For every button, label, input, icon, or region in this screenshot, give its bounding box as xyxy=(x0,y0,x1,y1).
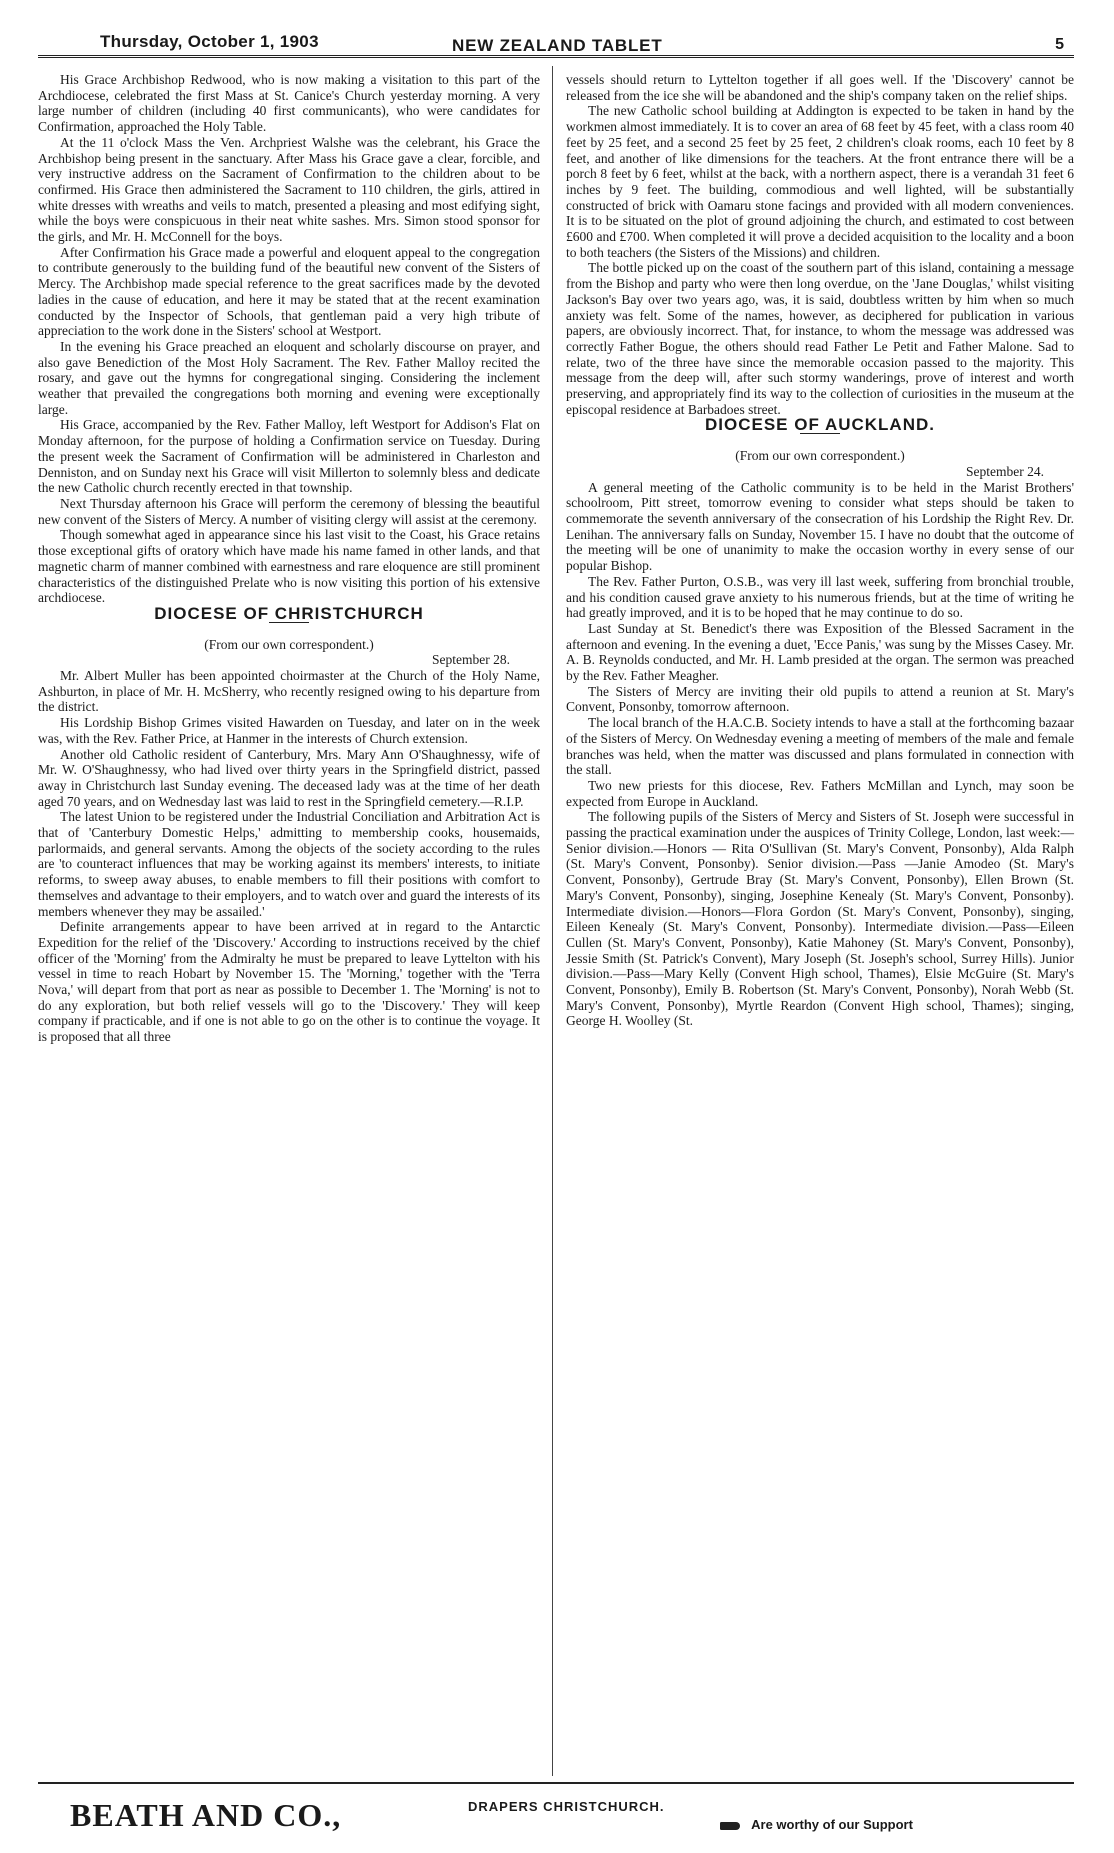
page-header xyxy=(70,28,1070,58)
advertisement-banner xyxy=(70,1795,1070,1845)
article-paragraph: Last Sunday at St. Benedict's there was Exposition of the Blessed Sacrament in the afternoon and evening. In the evening a duet, 'Ecce Panis,' was sung by the Misses Casey. Mr. A. B. Reynolds conducted, and Mr. H. Lamb presided at the organ. The sermon was preached by the Rev. Father Meagher. xyxy=(566,620,1074,684)
article-paragraph: His Grace Archbishop Redwood, who is now making a visitation to this part of the Archdiocese, celebrated the first Mass at St. Canice's Church yesterday morning. A very large number of children (including 40 first communicants), who were candidates for Confirmation, approached the Holy Table. xyxy=(38,72,540,135)
slogan-text: Are worthy of our Support xyxy=(751,1817,913,1832)
section-heading-auckland: DIOCESE OF AUCKLAND. xyxy=(705,415,935,435)
article-paragraph: The new Catholic school building at Addington is expected to be taken in hand by the workmen almost immediately. It is to cover an area of 68 feet by 45 feet, with a class room 40 feet by 25 feet, and a second 25 feet by 25 feet, 2 children's cloak rooms, each 10 feet by 8 feet, and another of like dimensions for the teachers. At the front entrance there will be a porch 8 feet by 6 feet, whilst at the back, with a northern aspect, there is a verandah 31 feet 6 inches by 9 feet. The building, commodious and well lighted, will be substantially constructed of brick with Oamaru stone facings and provided with all modern conveniences. It is to be situated on the plot of ground adjoining the church, and estimated to cost between £600 and £700. When completed it will prove a decided acquisition to the locality and a boon to both teachers (the Sisters of the Missions) and children. xyxy=(566,103,1074,260)
article-paragraph: A general meeting of the Catholic community is to be held in the Marist Brothers' schoolroom, Pitt street, tomorrow evening to consider what steps should be taken to commemorate the seventh anniversary of the consecration of his Lordship the Right Rev. Dr. Lenihan. The anniversary falls on Sunday, November 15. I have no doubt that the outcome of the meeting will be one of unanimity to make the occasion worthy in every sense of our popular Bishop. xyxy=(566,479,1074,574)
issue-date: Thursday, October 1, 1903 xyxy=(100,32,319,51)
left-column xyxy=(38,72,540,1045)
article-paragraph: After Confirmation his Grace made a powerful and eloquent appeal to the congregation to contribute generously to the building fund of the beautiful new convent of the Sisters of Mercy. The Archbishop made special reference to the great sacrifices made by the devoted ladies in the cause of education, and here it may be stated that at the recent examination conducted by the Inspector of Schools, that gentleman paid a very high tribute of appreciation to the work done in the Sisters' school at Westport. xyxy=(38,244,540,339)
right-column xyxy=(566,72,1074,1029)
article-paragraph: Though somewhat aged in appearance since his last visit to the Coast, his Grace retains those exceptional gifts of oratory which have made his name famed in other lands, and that magnetic charm of manner combined with earnestness and rare eloquence are still prominent characteristics of the distinguished Prelate who is now visiting this portion of his extensive archdiocese. xyxy=(38,527,540,606)
article-paragraph: The bottle picked up on the coast of the southern part of this island, containing a message from the Bishop and party who were then long overdue, on the 'Jane Douglas,' whilst visiting Jackson's Bay over two years ago, was, it is said, doubtless written by him when so much anxiety was felt. Some of the names, however, as deciphered for publication in various papers, are obviously incorrect. That, for instance, to whom the message was addressed was correctly Father Bogue, the others should read Father Le Petit and Father Malone. Sad to relate, two of the three have since the memorable occasion passed to the majority. This message from the deep will, after such stormy wanderings, prove of interest and worth preserving, and appropriately find its way to the collection of curiosities in the museum at the episcopal residence at Barbadoes street. xyxy=(566,260,1074,417)
pointing-hand-icon xyxy=(720,1822,740,1830)
article-paragraph: The Rev. Father Purton, O.S.B., was very ill last week, suffering from bronchial trouble, and his condition caused grave anxiety to his numerous friends, but at the time of writing he had greatly improved, and it is to be hoped that he may continue to do so. xyxy=(566,573,1074,621)
article-paragraph: Mr. Albert Muller has been appointed choirmaster at the Church of the Holy Name, Ashburton, in place of Mr. H. McSherry, who recently resigned owing to his departure from the district. xyxy=(38,668,540,715)
article-paragraph: vessels should return to Lyttelton together if all goes well. If the 'Discovery' cannot be released from the ice she will be abandoned and the ship's company taken on the relief ships. xyxy=(566,72,1074,103)
advertiser-slogan xyxy=(720,1817,913,1832)
advertiser-name: BEATH AND CO., xyxy=(70,1797,342,1833)
article-paragraph: Another old Catholic resident of Canterbury, Mrs. Mary Ann O'Shaughnessy, wife of Mr. W. O'Shaughnessy, who had lived over thirty years in the Springfield district, passed away in Christchurch last Sunday evening. The deceased lady was at the time of her death aged 70 years, and on Wednesday last was laid to rest in the Springfield cemetery.—R.I.P. xyxy=(38,746,540,809)
article-paragraph: His Lordship Bishop Grimes visited Hawarden on Tuesday, and later on in the week was, with the Rev. Father Price, at Hanmer in the interests of Church extension. xyxy=(38,715,540,746)
article-paragraph: Two new priests for this diocese, Rev. Fathers McMillan and Lynch, may soon be expected from Europe in Auckland. xyxy=(566,777,1074,809)
page-number: 5 xyxy=(1055,36,1064,53)
article-paragraph: His Grace, accompanied by the Rev. Father Malloy, left Westport for Addison's Flat on Monday afternoon, for the purpose of holding a Confirmation service on Tuesday. During the present week the Sacrament of Confirmation will be administered in Charleston and Denniston, and on Sunday next his Grace will visit Millerton to solemnly bless and dedicate the new Catholic church recently erected in that township. xyxy=(38,417,540,496)
article-paragraph: The following pupils of the Sisters of Mercy and Sisters of St. Joseph were successful in passing the practical examination under the auspices of Trinity College, London, last week:—Senior division.—Honors — Rita O'Sullivan (St. Mary's Convent, Ponsonby), Alda Ralph (St. Mary's Convent, Ponsonby). Senior division.—Pass —Janie Amodeo (St. Mary's Convent, Ponsonby), Gertrude Bray (St. Mary's Convent, Ponsonby), Ellen Brown (St. Mary's Convent, Ponsonby), singing, Josephine Kenealy (St. Mary's Convent, Ponsonby). Intermediate division.—Honors—Flora Gordon (St. Mary's Convent, Ponsonby), singing, Eileen Kenealy (St. Mary's Convent, Ponsonby). Intermediate division.—Pass—Eileen Cullen (St. Mary's Convent, Ponsonby), Katie Mahoney (St. Mary's Convent, Ponsonby), Jessie Smith (St. Patrick's Convent), Mary Joseph (St. Joseph's school, Surrey Hills). Junior division.—Pass—Mary Kelly (Convent High school, Thames), Elsie McGuire (St. Mary's Convent, Ponsonby), Emily B. Robertson (St. Mary's Convent, Ponsonby), Norah Webb (St. Mary's Convent, Ponsonby), Myrtle Reardon (Convent High school, Thames); singing, George H. Woolley (St. xyxy=(566,809,1074,1029)
footer-rule xyxy=(38,1782,1074,1784)
article-paragraph: At the 11 o'clock Mass the Ven. Archpriest Walshe was the celebrant, his Grace the Archbishop being present in the sanctuary. After Mass his Grace gave a clear, forcible, and very instructive address on the Sacrament of Confirmation to the children about to be confirmed. His Grace then administered the Sacrament to 110 children, the girls, attired in white dresses with wreaths and veils to match, presented a pleasing and most edifying sight, while the boys were conspicuous in their neat white sashes. Mrs. Simon stood sponsor for the girls, and Mr. H. McConnell for the boys. xyxy=(38,134,540,245)
article-paragraph: The Sisters of Mercy are inviting their old pupils to attend a reunion at St. Mary's Convent, Ponsonby, tomorrow afternoon. xyxy=(566,683,1074,715)
dateline: September 28. xyxy=(432,652,510,668)
correspondent-line: (From our own correspondent.) xyxy=(735,448,905,464)
advertiser-trade: DRAPERS CHRISTCHURCH. xyxy=(468,1799,665,1814)
article-paragraph: The local branch of the H.A.C.B. Society intends to have a stall at the forthcoming bazaar of the Sisters of Mercy. On Wednesday evening a meeting of members of the male and female branches was held, when the matter was discussed and plans formulated in connection with the stall. xyxy=(566,715,1074,778)
article-paragraph: Definite arrangements appear to have been arrived at in regard to the Antarctic Expedition for the relief of the 'Discovery.' According to instructions received by the chief officer of the 'Morning' from the Admiralty he must be prepared to leave Lyttelton with his vessel in time to reach Hobart by November 15. The 'Morning,' together with the 'Terra Nova,' will depart from that port as near as possible to December 1. The 'Morning' is not to do any exploration, but both relief vessels will go to the 'Discovery.' They will keep company if practicable, and if one is not able to go on the other is to continue the voyage. It is proposed that all three xyxy=(38,919,540,1045)
section-heading-christchurch: DIOCESE OF CHRISTCHURCH xyxy=(154,603,424,623)
dateline: September 24. xyxy=(966,463,1044,479)
article-paragraph: Next Thursday afternoon his Grace will perform the ceremony of blessing the beautiful new convent of the Sisters of Mercy. A number of visiting clergy will assist at the ceremony. xyxy=(38,495,540,527)
column-divider xyxy=(552,66,553,1776)
publication-title: NEW ZEALAND TABLET xyxy=(452,36,663,55)
header-rule xyxy=(38,55,1074,58)
article-paragraph: In the evening his Grace preached an eloquent and scholarly discourse on prayer, and also gave Benediction of the Most Holy Sacrament. The Rev. Father Malloy recited the rosary, and gave out the hymns for congregational singing. Considering the inclement weather that prevailed the congregations both morning and evening were exceptionally large. xyxy=(38,338,540,417)
article-paragraph: The latest Union to be registered under the Industrial Conciliation and Arbitration Act is that of 'Canterbury Domestic Helps,' admitting to membership cooks, housemaids, parlormaids, and general servants. Among the objects of the society according to the rules are 'to counteract influences that may be working against its members' interests, to initiate reforms, to sweep away abuses, to enable members to fill their positions with comfort to themselves and advantage to their employers, and to watch over and guard the interests of its members whenever they may be assailed.' xyxy=(38,809,540,919)
correspondent-line: (From our own correspondent.) xyxy=(204,636,374,652)
